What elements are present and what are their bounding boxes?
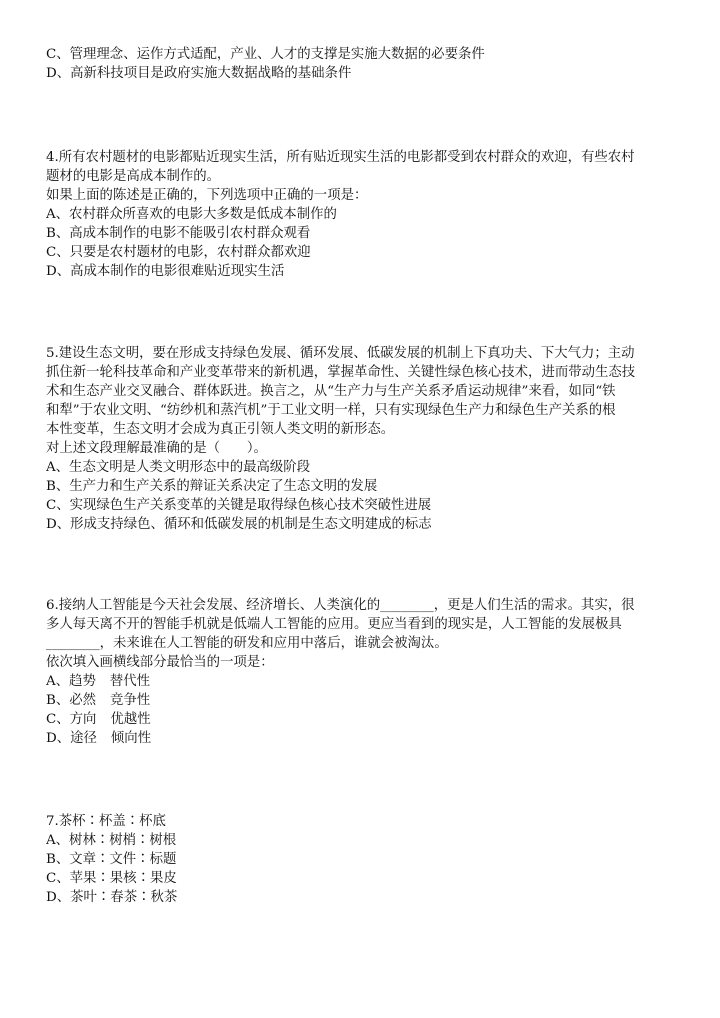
q5-option-d: D、形成支持绿色、循环和低碳发展的机制是生态文明建成的标志	[46, 517, 432, 532]
option-second-word: 优越性	[110, 712, 151, 727]
q5-stem-line-5: 本性变革，生态文明才会成为真正引领人类文明的新形态。	[46, 422, 395, 437]
prev-option-c: C、管理理念、运作方式适配，产业、人才的支撑是实施大数据的必要条件	[46, 47, 485, 62]
option-first-word: 必然	[69, 693, 97, 708]
q7-option-d: D、茶叶∶春茶∶秋茶	[46, 890, 178, 905]
q6-option-b	[46, 691, 682, 710]
q6-stem-line-2: 多人每天离不开的智能手机就是低端人工智能的应用。更应当看到的现实是，人工智能的发展极具	[46, 617, 622, 632]
q4-option-c: C、只要是农村题材的电影，农村群众都欢迎	[46, 245, 311, 260]
q4-option-b: B、高成本制作的电影不能吸引农村群众观看	[46, 226, 311, 241]
q6-stem-line-3: ________，未来谁在人工智能的研发和应用中落后，谁就会被淘汰。	[46, 636, 448, 651]
q7-option-a: A、树林∶树梢∶树根	[46, 833, 177, 848]
option-first-word: 方向	[69, 712, 97, 727]
q5-stem-line-1: 5.建设生态文明，要在形成支持绿色发展、循环发展、低碳发展的机制上下真功夫、下大气力；主动	[46, 346, 635, 361]
q5-stem-line-3: 术和生态产业交叉融合、群体跃进。换言之，从“生产力与生产关系矛盾运动规律”来看，如同“铁	[46, 384, 616, 399]
q6-option-a	[46, 672, 682, 691]
q4-option-d: D、高成本制作的电影很难贴近现实生活	[46, 264, 285, 279]
q6-question: 依次填入画横线部分最恰当的一项是：	[46, 655, 274, 670]
option-letter: A、	[46, 674, 70, 689]
option-letter: C、	[46, 712, 70, 727]
q7-option-b: B、文章∶文件∶标题	[46, 852, 177, 867]
q6-stem-line-1: 6.接纳人工智能是今天社会发展、经济增长、人类演化的________，更是人们生活的需求。其实，很	[46, 598, 635, 613]
q6-option-c	[46, 710, 682, 729]
q4-stem-line-1: 4.所有农村题材的电影都贴近现实生活，所有贴近现实生活的电影都受到农村群众的欢迎，有些农村	[46, 150, 635, 165]
option-first-word: 趋势	[69, 674, 96, 689]
option-second-word: 倾向性	[110, 731, 152, 746]
q5-option-a: A、生态文明是人类文明形态中的最高级阶段	[46, 460, 311, 475]
option-second-word: 替代性	[109, 674, 151, 689]
q5-question: 对上述文段理解最准确的是（ ）。	[46, 441, 267, 456]
q5-option-c: C、实现绿色生产关系变革的关键是取得绿色核心技术突破性进展	[46, 498, 432, 513]
q7-option-c: C、苹果∶果核∶果皮	[46, 871, 177, 886]
prev-option-d: D、高新科技项目是政府实施大数据战略的基础条件	[46, 66, 352, 81]
q6-option-d	[46, 729, 682, 748]
q7-stem: 7.茶杯∶杯盖∶杯底	[46, 814, 166, 829]
option-letter: D、	[46, 731, 71, 746]
q4-option-a: A、农村群众所喜欢的电影大多数是低成本制作的	[46, 207, 337, 222]
q5-stem-line-2: 抓住新一轮科技革命和产业变革带来的新机遇，掌握革命性、关键性绿色核心技术，进而带动生态技	[46, 365, 636, 380]
option-first-word: 途径	[70, 731, 97, 746]
option-letter: B、	[46, 693, 70, 708]
q5-option-b: B、生产力和生产关系的辩证关系决定了生态文明的发展	[46, 479, 378, 494]
q4-question: 如果上面的陈述是正确的，下列选项中正确的一项是：	[46, 188, 368, 203]
option-second-word: 竞争性	[110, 693, 151, 708]
q4-stem-line-2: 题材的电影是高成本制作的。	[46, 169, 221, 184]
q5-stem-line-4: 和犁”于农业文明、“纺纱机和蒸汽机”于工业文明一样，只有实现绿色生产力和绿色生产关系的根	[46, 403, 616, 418]
